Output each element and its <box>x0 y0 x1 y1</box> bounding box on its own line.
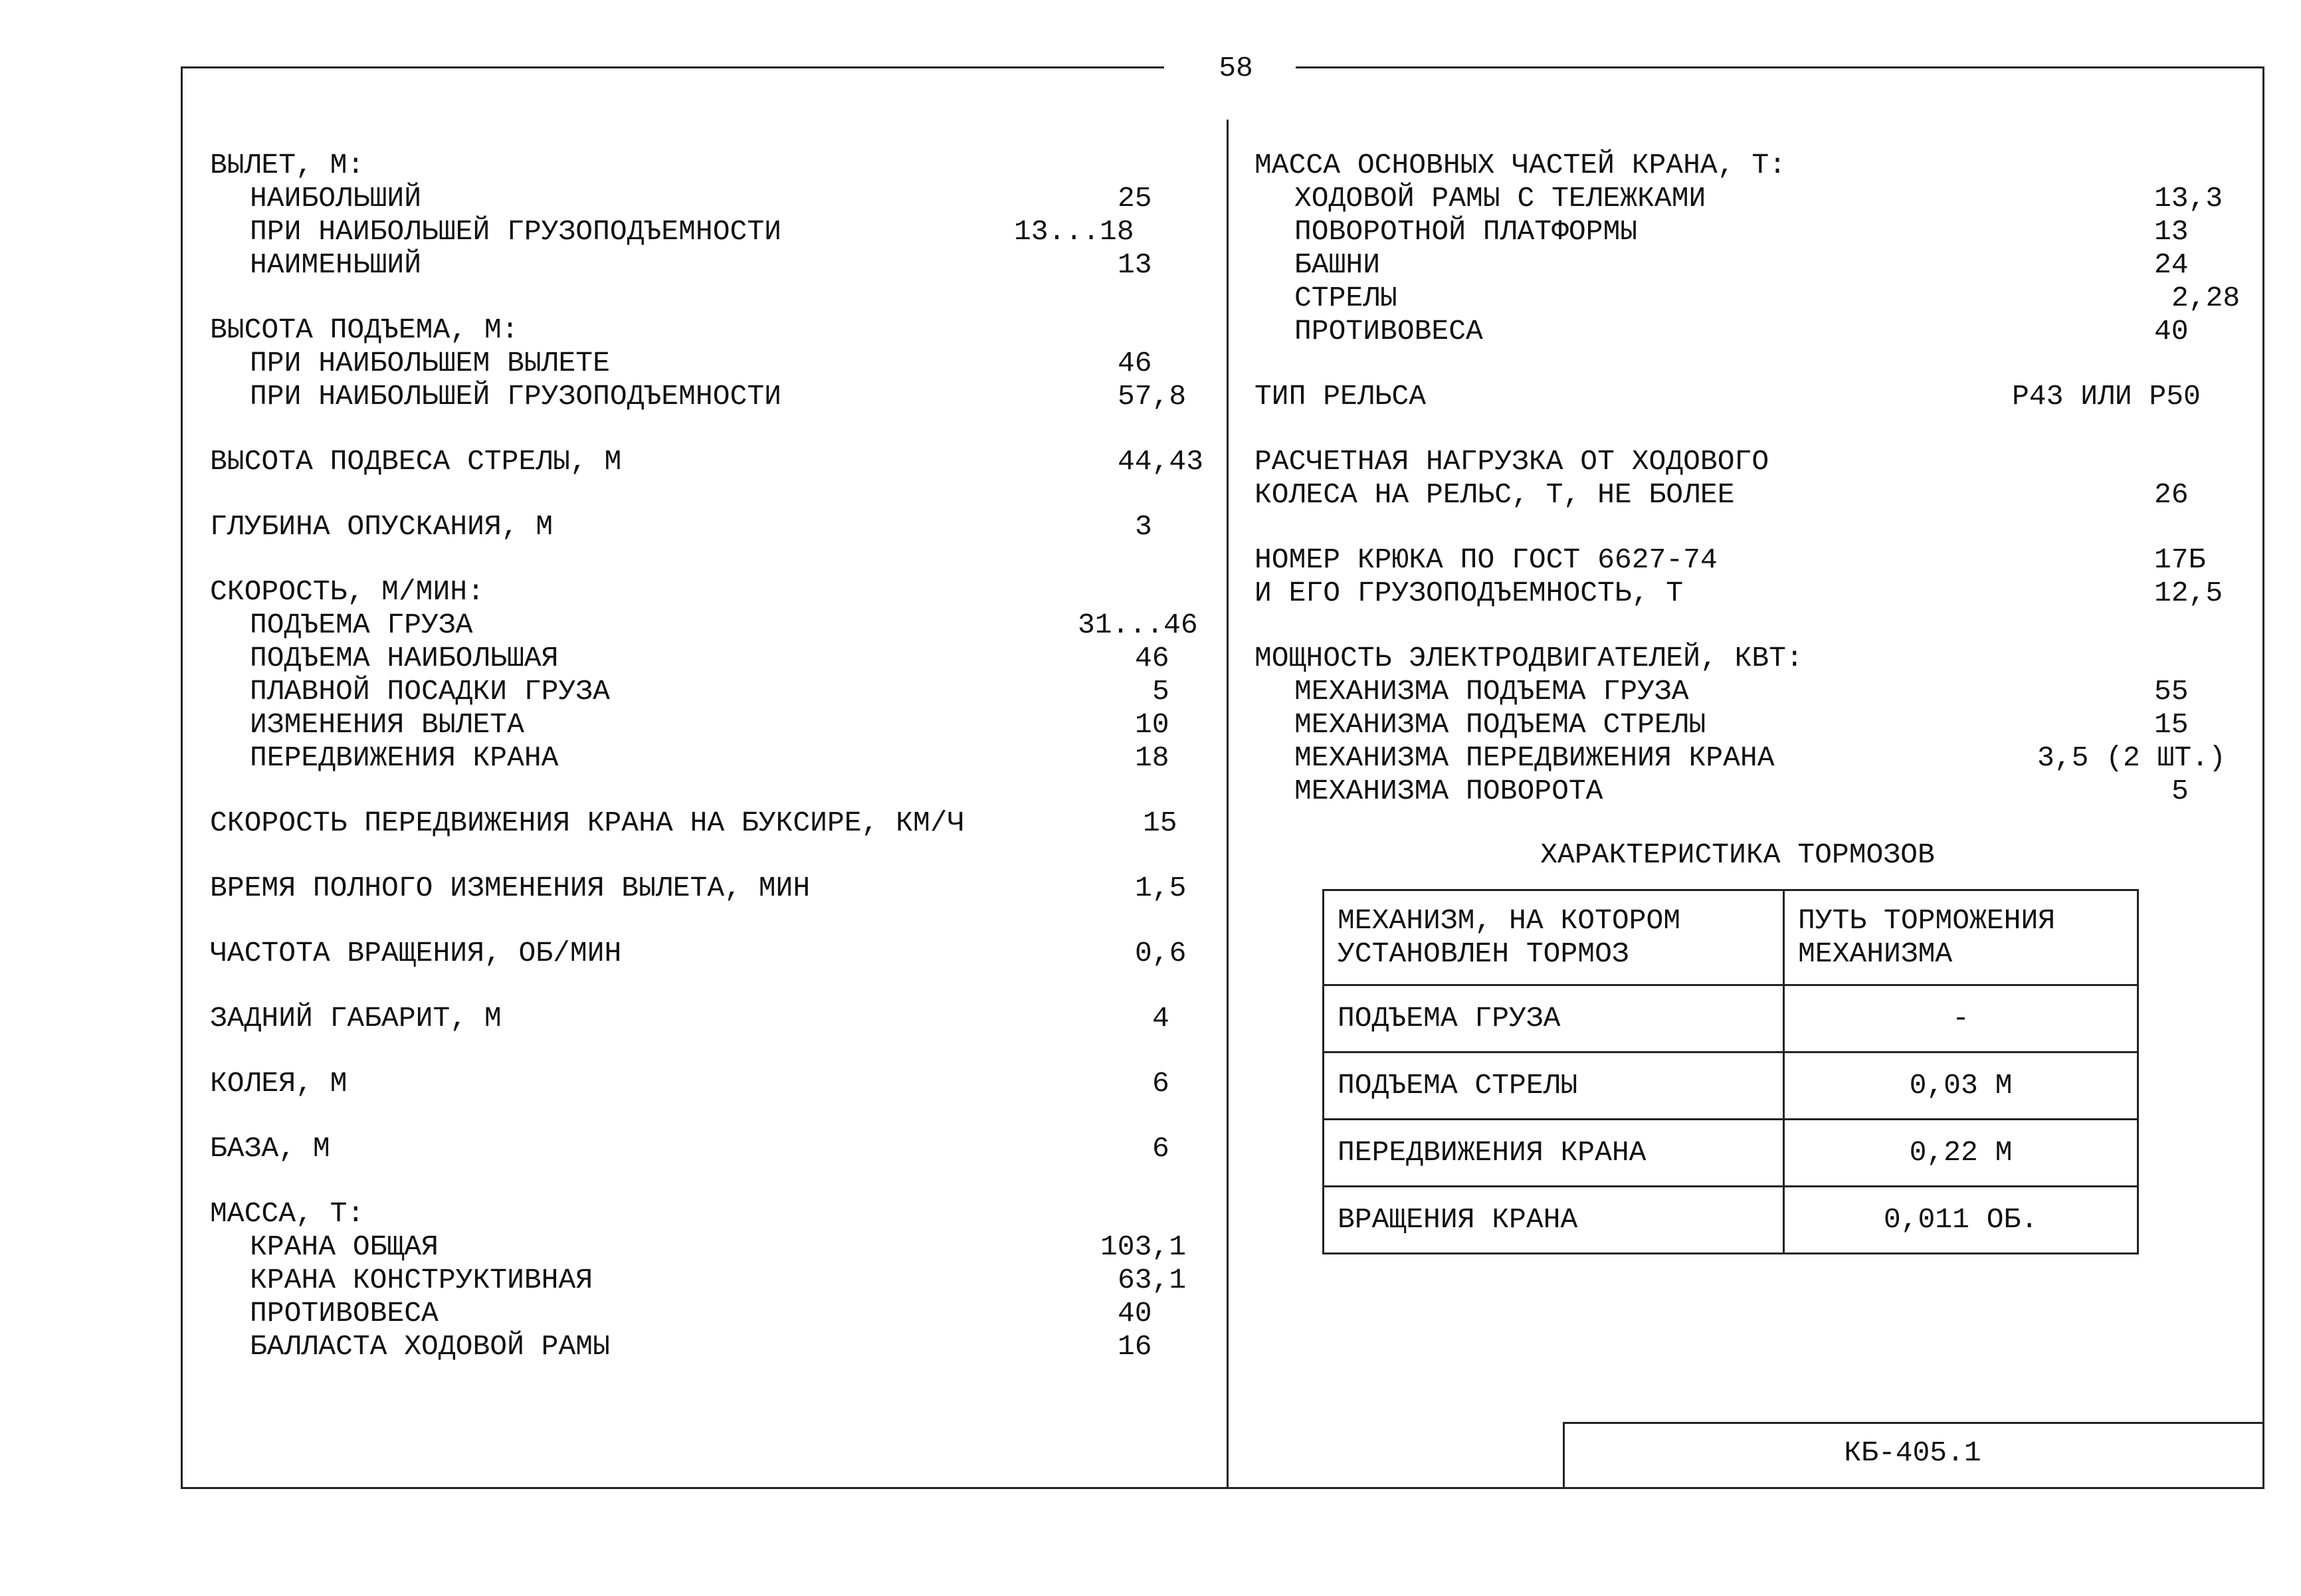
spec-value: 13 <box>1118 249 1152 281</box>
spec-label: ВЫСОТА ПОДЪЕМА, М: <box>210 314 519 346</box>
table-row <box>1324 1187 2138 1254</box>
spec-row <box>210 1330 1227 1363</box>
spec-label: ПРОТИВОВЕСА <box>1294 315 1483 348</box>
spec-label: КРАНА ОБЩАЯ <box>250 1231 439 1263</box>
spec-label: МЕХАНИЗМА ПОВОРОТА <box>1294 775 1603 807</box>
spec-value: 16 <box>1118 1330 1152 1363</box>
spec-row <box>1254 478 2264 512</box>
left-spec-column <box>210 149 1227 1363</box>
distance-cell: 0,011 ОБ. <box>1784 1187 2138 1254</box>
spec-label: ВЫЛЕТ, М: <box>210 149 365 181</box>
spec-value: 15 <box>1143 807 1177 839</box>
spec-value: 25 <box>1118 182 1152 215</box>
spec-value: 12,5 <box>2154 577 2223 609</box>
distance-cell: 0,22 М <box>1784 1120 2138 1187</box>
spec-heading <box>1254 445 2264 478</box>
spec-label: СКОРОСТЬ ПЕРЕДВИЖЕНИЯ КРАНА НА БУКСИРЕ, КМ/Ч <box>210 807 965 839</box>
spec-row <box>1254 544 2264 577</box>
spec-value: 31...46 <box>1078 609 1198 641</box>
spec-label: ПРИ НАИБОЛЬШЕМ ВЫЛЕТЕ <box>250 347 610 379</box>
spec-label: МАССА ОСНОВНЫХ ЧАСТЕЙ КРАНА, Т: <box>1254 149 1786 181</box>
spec-label: ПЛАВНОЙ ПОСАДКИ ГРУЗА <box>250 675 610 708</box>
spec-value: 17Б <box>2154 544 2206 576</box>
spec-value: 57,8 <box>1118 380 1187 413</box>
spec-label: ИЗМЕНЕНИЯ ВЫЛЕТА <box>250 708 524 741</box>
spec-value: 0,6 <box>1135 937 1187 969</box>
spec-value: 13 <box>2154 215 2189 248</box>
distance-cell: - <box>1784 985 2138 1052</box>
spec-heading <box>210 575 1227 609</box>
spec-row <box>1254 315 2264 348</box>
spec-row <box>1254 742 2264 775</box>
spec-label: МЕХАНИЗМА ПЕРЕДВИЖЕНИЯ КРАНА <box>1294 742 1775 774</box>
spec-value: 4 <box>1152 1002 1169 1035</box>
spec-value: 1,5 <box>1135 872 1187 904</box>
spec-label: ГЛУБИНА ОПУСКАНИЯ, М <box>210 510 553 543</box>
spec-label: ЧАСТОТА ВРАЩЕНИЯ, ОБ/МИН <box>210 937 622 969</box>
right-spec-column <box>1254 149 2264 808</box>
spec-heading <box>210 149 1227 182</box>
spec-value: 40 <box>2154 315 2189 348</box>
spec-value: 5 <box>1152 675 1169 708</box>
page-number: 58 <box>1189 50 1282 86</box>
mechanism-cell: ПОДЪЕМА СТРЕЛЫ <box>1324 1052 1784 1120</box>
spec-label: МЕХАНИЗМА ПОДЪЕМА СТРЕЛЫ <box>1294 708 1706 741</box>
table-row <box>1324 1120 2138 1187</box>
spec-value: 6 <box>1152 1132 1169 1165</box>
spec-value: 15 <box>2154 708 2189 741</box>
spec-row <box>1254 708 2264 742</box>
spec-row <box>1254 282 2264 315</box>
spec-row <box>1254 675 2264 708</box>
frame-bottom <box>181 1487 2264 1489</box>
spec-row <box>210 1231 1227 1264</box>
spec-value: 40 <box>1118 1297 1152 1330</box>
document-code: КБ-405.1 <box>1844 1437 1981 1469</box>
spec-label: РАСЧЕТНАЯ НАГРУЗКА ОТ ХОДОВОГО <box>1254 445 1769 478</box>
mechanism-cell: ПОДЪЕМА ГРУЗА <box>1324 985 1784 1052</box>
spec-label: КОЛЕЯ, М <box>210 1067 348 1100</box>
spec-heading <box>210 1197 1227 1231</box>
brakes-title: ХАРАКТЕРИСТИКА ТОРМОЗОВ <box>1540 839 1935 871</box>
frame-top-right <box>1296 66 2262 68</box>
column-header-mechanism: МЕХАНИЗМ, НА КОТОРОМ УСТАНОВЛЕН ТОРМОЗ <box>1324 890 1784 985</box>
spec-row <box>210 182 1227 215</box>
distance-cell: 0,03 М <box>1784 1052 2138 1120</box>
spec-label: МОЩНОСТЬ ЭЛЕКТРОДВИГАТЕЛЕЙ, КВТ: <box>1254 642 1803 674</box>
table-row <box>1324 985 2138 1052</box>
spec-value: 55 <box>2154 675 2189 708</box>
spec-value: 3 <box>1135 510 1152 543</box>
spec-label: КРАНА КОНСТРУКТИВНАЯ <box>250 1264 593 1296</box>
spec-value: 103,1 <box>1100 1231 1187 1263</box>
spec-value: 46 <box>1135 642 1169 674</box>
spec-label: ПОВОРОТНОЙ ПЛАТФОРМЫ <box>1294 215 1638 248</box>
spec-label: ТИП РЕЛЬСА <box>1254 380 1427 413</box>
spec-row <box>210 347 1227 380</box>
spec-value: 24 <box>2154 249 2189 281</box>
spec-row <box>1254 215 2264 249</box>
spec-label: ЗАДНИЙ ГАБАРИТ, М <box>210 1002 502 1035</box>
spec-value: 46 <box>1118 347 1152 379</box>
table-row <box>1324 1052 2138 1120</box>
spec-heading <box>1254 149 2264 182</box>
spec-label: ПРОТИВОВЕСА <box>250 1297 439 1330</box>
spec-value: 63,1 <box>1118 1264 1187 1296</box>
mechanism-cell: ПЕРЕДВИЖЕНИЯ КРАНА <box>1324 1120 1784 1187</box>
spec-label: ПОДЪЕМА ГРУЗА <box>250 609 473 641</box>
spec-label: МАССА, Т: <box>210 1197 365 1230</box>
spec-row <box>1254 182 2264 215</box>
spec-label: НАИМЕНЬШИЙ <box>250 249 422 281</box>
spec-row <box>210 1067 1227 1100</box>
spec-value: 44,43 <box>1118 445 1204 478</box>
spec-label: СКОРОСТЬ, М/МИН: <box>210 575 484 608</box>
spec-row <box>1254 249 2264 282</box>
spec-label: БАЗА, М <box>210 1132 330 1165</box>
spec-row <box>210 445 1227 478</box>
frame-top-left <box>181 66 1164 68</box>
spec-row <box>1254 577 2264 610</box>
spec-label: И ЕГО ГРУЗОПОДЪЕМНОСТЬ, Т <box>1254 577 1684 609</box>
spec-row <box>210 1264 1227 1297</box>
mechanism-cell: ВРАЩЕНИЯ КРАНА <box>1324 1187 1784 1254</box>
spec-label: ВЫСОТА ПОДВЕСА СТРЕЛЫ, М <box>210 445 622 478</box>
spec-label: ПЕРЕДВИЖЕНИЯ КРАНА <box>250 742 559 774</box>
spec-label: ПРИ НАИБОЛЬШЕЙ ГРУЗОПОДЪЕМНОСТИ <box>250 380 781 413</box>
spec-label: ПРИ НАИБОЛЬШЕЙ ГРУЗОПОДЪЕМНОСТИ <box>250 215 781 248</box>
spec-row <box>210 609 1227 642</box>
spec-row <box>210 380 1227 413</box>
spec-heading <box>1254 642 2264 675</box>
spec-label: СТРЕЛЫ <box>1294 282 1397 314</box>
spec-row <box>210 708 1227 742</box>
frame-left <box>181 66 183 1488</box>
spec-label: НАИБОЛЬШИЙ <box>250 182 422 215</box>
spec-heading <box>210 314 1227 347</box>
spec-label: БАШНИ <box>1294 249 1381 281</box>
spec-row <box>210 510 1227 544</box>
spec-label: ХОДОВОЙ РАМЫ С ТЕЛЕЖКАМИ <box>1294 182 1706 215</box>
spec-value: 18 <box>1135 742 1169 774</box>
table-header-row <box>1324 890 2138 985</box>
spec-label: ВРЕМЯ ПОЛНОГО ИЗМЕНЕНИЯ ВЫЛЕТА, МИН <box>210 872 811 904</box>
spec-row <box>210 675 1227 708</box>
spec-row <box>210 215 1227 249</box>
spec-row <box>1254 380 2264 413</box>
spec-label: ПОДЪЕМА НАИБОЛЬШАЯ <box>250 642 559 674</box>
brakes-table <box>1322 889 2139 1254</box>
spec-row <box>210 642 1227 675</box>
spec-value: 26 <box>2154 478 2189 511</box>
spec-value: Р43 ИЛИ Р50 <box>2012 380 2201 413</box>
spec-value: 6 <box>1152 1067 1169 1100</box>
spec-row <box>210 872 1227 905</box>
spec-label: МЕХАНИЗМА ПОДЪЕМА ГРУЗА <box>1294 675 1689 708</box>
spec-row <box>210 807 1227 840</box>
spec-row <box>210 1002 1227 1035</box>
spec-value: 2,28 <box>2171 282 2241 314</box>
spec-row <box>210 1297 1227 1330</box>
spec-value: 13,3 <box>2154 182 2223 215</box>
spec-row <box>210 1132 1227 1165</box>
spec-value: 3,5 (2 ШТ.) <box>2037 742 2226 774</box>
spec-row <box>1254 775 2264 808</box>
spec-value: 5 <box>2171 775 2189 807</box>
spec-row <box>210 249 1227 282</box>
column-divider <box>1227 120 1229 1488</box>
spec-label: КОЛЕСА НА РЕЛЬС, Т, НЕ БОЛЕЕ <box>1254 478 1735 511</box>
column-header-distance: ПУТЬ ТОРМОЖЕНИЯ МЕХАНИЗМА <box>1784 890 2138 985</box>
spec-value: 10 <box>1135 708 1169 741</box>
spec-value: 13...18 <box>1014 215 1134 248</box>
spec-label: БАЛЛАСТА ХОДОВОЙ РАМЫ <box>250 1330 610 1363</box>
spec-label: НОМЕР КРЮКА ПО ГОСТ 6627-74 <box>1254 544 1718 576</box>
spec-row <box>210 742 1227 775</box>
spec-row <box>210 937 1227 970</box>
